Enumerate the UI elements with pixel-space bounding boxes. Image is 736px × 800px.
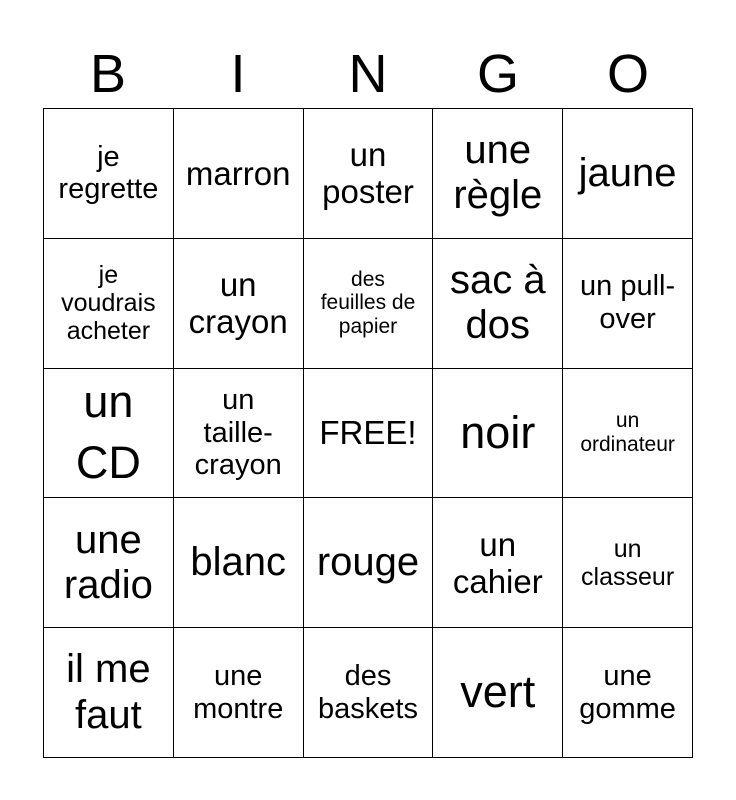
bingo-cell[interactable] [563,628,693,758]
bingo-cell[interactable] [563,369,693,499]
bingo-cell-text: une règle [453,128,543,218]
bingo-cell[interactable] [433,628,563,758]
bingo-header [43,40,693,108]
bingo-cell-text: des feuilles de papier [320,267,416,339]
bingo-cell-text: un taille- crayon [194,383,282,482]
header-letter-o: O [606,44,649,104]
bingo-cell-text: jaune [578,150,677,195]
bingo-cell[interactable] [44,369,174,499]
bingo-cell[interactable] [174,498,304,628]
bingo-cell-text: vert [460,666,536,718]
bingo-cell-text: un pull- over [580,270,676,336]
bingo-cell[interactable] [304,498,434,628]
bingo-cell-text: blanc [190,540,286,585]
header-letter-b: B [89,44,127,104]
bingo-cell-text: une montre [193,659,284,725]
bingo-cell[interactable] [433,498,563,628]
bingo-cell[interactable] [174,369,304,499]
bingo-cell-text: rouge [316,540,420,585]
bingo-cell-text: un ordinateur [580,409,675,456]
bingo-cell[interactable] [563,109,693,239]
bingo-cell-text: une radio [63,517,153,607]
bingo-cell[interactable] [174,109,304,239]
bingo-cell[interactable] [563,239,693,369]
bingo-cell-text: noir [460,406,536,458]
bingo-cell[interactable] [174,628,304,758]
header-letter-n: N [348,44,388,104]
bingo-cell-text: FREE! [319,414,417,452]
bingo-cell-text: marron [185,154,291,192]
bingo-cell[interactable] [433,369,563,499]
bingo-cell[interactable] [44,498,174,628]
bingo-cell-text: une gomme [579,659,676,725]
bingo-cell-text: un crayon [188,265,288,341]
bingo-cell-text: je voudrais acheter [61,260,156,346]
bingo-card-grid [43,108,693,758]
bingo-free-cell[interactable] [304,369,434,499]
bingo-cell-text: il me faut [66,647,151,737]
header-letter-g: G [476,44,519,104]
bingo-cell[interactable] [44,239,174,369]
bingo-cell[interactable] [304,628,434,758]
bingo-cell[interactable] [304,239,434,369]
bingo-cell-text: sac à dos [449,258,546,348]
header-letter-i: I [230,44,246,104]
bingo-cell-text: un classeur [581,534,675,591]
bingo-cell[interactable] [174,239,304,369]
bingo-cell-text: un CD [75,376,141,488]
bingo-cell[interactable] [433,109,563,239]
bingo-cell[interactable] [304,109,434,239]
bingo-cell-text: je regrette [58,140,159,206]
bingo-cell[interactable] [44,109,174,239]
bingo-cell-text: un poster [322,136,414,211]
bingo-cell-text: un cahier [452,525,543,600]
bingo-cell[interactable] [433,239,563,369]
bingo-cell[interactable] [44,628,174,758]
bingo-cell-text: des baskets [318,659,418,725]
bingo-cell[interactable] [563,498,693,628]
